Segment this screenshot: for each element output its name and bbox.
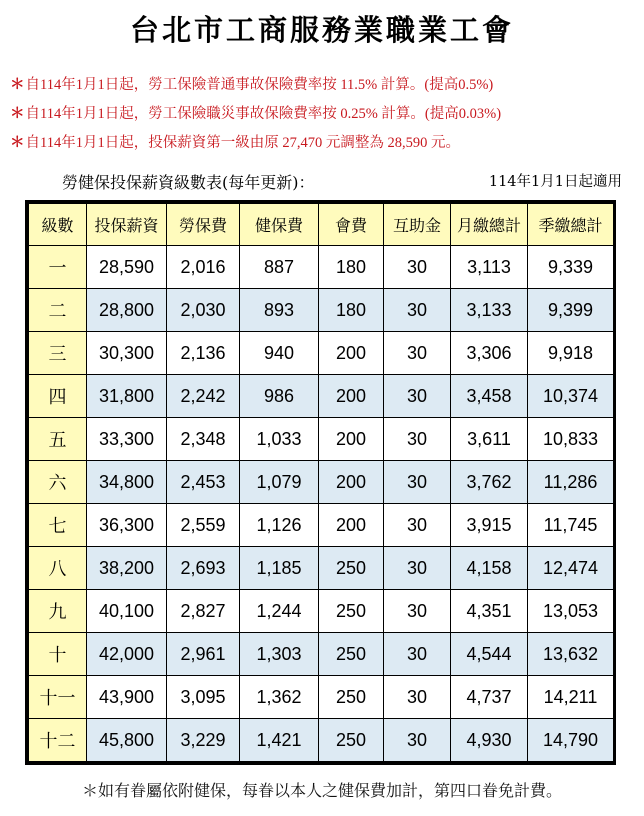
mutual-aid-cell: 30	[384, 547, 451, 590]
labor-insurance-cell: 2,827	[167, 590, 240, 633]
notice-list	[10, 72, 640, 159]
health-insurance-cell: 1,244	[240, 590, 319, 633]
labor-insurance-cell: 2,693	[167, 547, 240, 590]
union-fee-cell: 200	[319, 418, 384, 461]
table-row	[29, 375, 614, 418]
quarterly-total-cell: 9,918	[528, 332, 614, 375]
union-fee-cell: 200	[319, 332, 384, 375]
footnote: ＊如有眷屬依附健保，每眷以本人之健保費加計，第四口眷免計費。	[81, 781, 562, 800]
health-insurance-cell: 1,033	[240, 418, 319, 461]
column-header-health-insurance: 健保費	[240, 204, 319, 246]
level-cell: 九	[29, 590, 87, 633]
notice-item	[10, 101, 640, 130]
quarterly-total-cell: 11,745	[528, 504, 614, 547]
notice-text: 自114年1月1日起，投保薪資第一級由原 27,470 元調整為 28,590 元。	[25, 135, 460, 151]
asterisk-icon: ＊	[10, 135, 25, 151]
quarterly-total-cell: 10,833	[528, 418, 614, 461]
union-fee-cell: 180	[319, 246, 384, 289]
table-heading	[62, 170, 622, 194]
table-row	[29, 461, 614, 504]
level-cell: 二	[29, 289, 87, 332]
mutual-aid-cell: 30	[384, 246, 451, 289]
health-insurance-cell: 1,421	[240, 719, 319, 762]
header-row	[29, 204, 614, 246]
notice-item	[10, 130, 640, 159]
insurance-table-frame	[25, 200, 616, 765]
mutual-aid-cell: 30	[384, 504, 451, 547]
insured-salary-cell: 38,200	[87, 547, 167, 590]
insured-salary-cell: 36,300	[87, 504, 167, 547]
union-fee-cell: 200	[319, 504, 384, 547]
column-header-quarterly-total: 季繳總計	[528, 204, 614, 246]
mutual-aid-cell: 30	[384, 332, 451, 375]
column-header-labor-insurance: 勞保費	[167, 204, 240, 246]
health-insurance-cell: 1,362	[240, 676, 319, 719]
mutual-aid-cell: 30	[384, 375, 451, 418]
insured-salary-cell: 45,800	[87, 719, 167, 762]
mutual-aid-cell: 30	[384, 590, 451, 633]
monthly-total-cell: 3,762	[451, 461, 528, 504]
insured-salary-cell: 33,300	[87, 418, 167, 461]
level-cell: 一	[29, 246, 87, 289]
labor-insurance-cell: 2,961	[167, 633, 240, 676]
table-row	[29, 332, 614, 375]
level-cell: 三	[29, 332, 87, 375]
insured-salary-cell: 34,800	[87, 461, 167, 504]
labor-insurance-cell: 2,016	[167, 246, 240, 289]
column-header-mutual-aid: 互助金	[384, 204, 451, 246]
monthly-total-cell: 4,930	[451, 719, 528, 762]
union-fee-cell: 200	[319, 375, 384, 418]
union-fee-cell: 250	[319, 676, 384, 719]
mutual-aid-cell: 30	[384, 289, 451, 332]
health-insurance-cell: 887	[240, 246, 319, 289]
level-cell: 十一	[29, 676, 87, 719]
union-fee-cell: 180	[319, 289, 384, 332]
union-fee-cell: 250	[319, 633, 384, 676]
quarterly-total-cell: 11,286	[528, 461, 614, 504]
insured-salary-cell: 31,800	[87, 375, 167, 418]
union-fee-cell: 250	[319, 719, 384, 762]
quarterly-total-cell: 14,790	[528, 719, 614, 762]
insured-salary-cell: 43,900	[87, 676, 167, 719]
labor-insurance-cell: 3,229	[167, 719, 240, 762]
union-fee-cell: 200	[319, 461, 384, 504]
monthly-total-cell: 3,611	[451, 418, 528, 461]
table-row	[29, 590, 614, 633]
labor-insurance-cell: 2,348	[167, 418, 240, 461]
health-insurance-cell: 1,126	[240, 504, 319, 547]
labor-insurance-cell: 2,453	[167, 461, 240, 504]
quarterly-total-cell: 13,632	[528, 633, 614, 676]
monthly-total-cell: 4,737	[451, 676, 528, 719]
level-cell: 十	[29, 633, 87, 676]
monthly-total-cell: 3,133	[451, 289, 528, 332]
column-header-monthly-total: 月繳總計	[451, 204, 528, 246]
mutual-aid-cell: 30	[384, 418, 451, 461]
monthly-total-cell: 4,351	[451, 590, 528, 633]
health-insurance-cell: 893	[240, 289, 319, 332]
level-cell: 十二	[29, 719, 87, 762]
labor-insurance-cell: 2,242	[167, 375, 240, 418]
union-fee-cell: 250	[319, 590, 384, 633]
insured-salary-cell: 40,100	[87, 590, 167, 633]
level-cell: 六	[29, 461, 87, 504]
monthly-total-cell: 3,915	[451, 504, 528, 547]
health-insurance-cell: 1,303	[240, 633, 319, 676]
labor-insurance-cell: 2,559	[167, 504, 240, 547]
mutual-aid-cell: 30	[384, 461, 451, 504]
labor-insurance-cell: 2,136	[167, 332, 240, 375]
table-caption: 勞健保投保薪資級數表(每年更新)：	[62, 173, 315, 192]
table-row	[29, 719, 614, 762]
notice-text: 自114年1月1日起，勞工保險職災事故保險費率按 0.25% 計算。(提高0.03%)	[25, 106, 502, 122]
health-insurance-cell: 1,079	[240, 461, 319, 504]
table-row	[29, 633, 614, 676]
table-row	[29, 246, 614, 289]
mutual-aid-cell: 30	[384, 719, 451, 762]
table-row	[29, 289, 614, 332]
quarterly-total-cell: 14,211	[528, 676, 614, 719]
labor-insurance-cell: 2,030	[167, 289, 240, 332]
table-row	[29, 547, 614, 590]
health-insurance-cell: 986	[240, 375, 319, 418]
labor-insurance-cell: 3,095	[167, 676, 240, 719]
effective-date: 114年1月1日起適用	[488, 174, 622, 190]
quarterly-total-cell: 12,474	[528, 547, 614, 590]
health-insurance-cell: 940	[240, 332, 319, 375]
quarterly-total-cell: 9,399	[528, 289, 614, 332]
asterisk-icon: ＊	[10, 106, 25, 122]
column-header-level: 級數	[29, 204, 87, 246]
insurance-salary-table	[28, 203, 614, 762]
insured-salary-cell: 28,590	[87, 246, 167, 289]
health-insurance-cell: 1,185	[240, 547, 319, 590]
insured-salary-cell: 28,800	[87, 289, 167, 332]
column-header-union-fee: 會費	[319, 204, 384, 246]
monthly-total-cell: 4,158	[451, 547, 528, 590]
quarterly-total-cell: 13,053	[528, 590, 614, 633]
insured-salary-cell: 42,000	[87, 633, 167, 676]
quarterly-total-cell: 10,374	[528, 375, 614, 418]
level-cell: 四	[29, 375, 87, 418]
level-cell: 五	[29, 418, 87, 461]
monthly-total-cell: 3,306	[451, 332, 528, 375]
mutual-aid-cell: 30	[384, 676, 451, 719]
asterisk-icon: ＊	[10, 77, 25, 93]
monthly-total-cell: 4,544	[451, 633, 528, 676]
level-cell: 七	[29, 504, 87, 547]
table-row	[29, 504, 614, 547]
insured-salary-cell: 30,300	[87, 332, 167, 375]
table-row	[29, 676, 614, 719]
monthly-total-cell: 3,113	[451, 246, 528, 289]
table-row	[29, 418, 614, 461]
level-cell: 八	[29, 547, 87, 590]
table-body	[29, 246, 614, 762]
quarterly-total-cell: 9,339	[528, 246, 614, 289]
monthly-total-cell: 3,458	[451, 375, 528, 418]
union-fee-cell: 250	[319, 547, 384, 590]
column-header-insured-salary: 投保薪資	[87, 204, 167, 246]
page-title: 台北市工商服務業職業工會	[129, 13, 514, 47]
notice-item	[10, 72, 640, 101]
mutual-aid-cell: 30	[384, 633, 451, 676]
notice-text: 自114年1月1日起，勞工保險普通事故保險費率按 11.5% 計算。(提高0.5%)	[25, 77, 494, 93]
